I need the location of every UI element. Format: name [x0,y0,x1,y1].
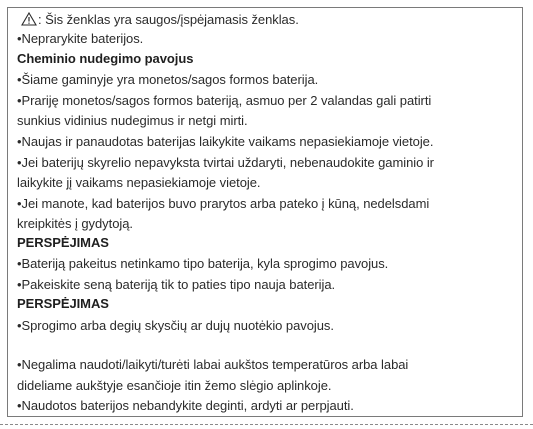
do-not-swallow-line: •Neprarykite baterijos. [17,31,144,46]
warning-line: •Sprogimo arba degių skysčių ar dujų nuotėkio pavojus. [17,318,334,333]
warning-line: •Pakeiskite seną bateriją tik to paties tipo nauja baterija. [17,277,336,292]
warning-symbol-line [17,12,299,30]
chemical-burn-line: •Prariję monetos/sagos formos bateriją, asmuo per 2 valandas gali patirti [17,93,432,108]
chemical-burn-line: kreipkitės į gydytoją. [17,216,133,231]
chemical-burn-line: •Šiame gaminyje yra monetos/sagos formos baterija. [17,72,319,87]
chemical-burn-heading: Cheminio nudegimo pavojus [17,51,194,66]
chemical-burn-line: laikykite jį vaikams nepasiekiamoje vietoje. [17,175,261,190]
warning-triangle-icon [21,12,37,30]
extra-warning-line: dideliame aukštyje esančioje itin žemo slėgio aplinkoje. [17,378,332,393]
warning-line: •Bateriją pakeitus netinkamo tipo baterija, kyla sprogimo pavojus. [17,256,389,271]
chemical-burn-line: •Jei baterijų skyrelio nepavyksta tvirtai uždaryti, nebenaudokite gaminio ir [17,155,434,170]
extra-warning-line: •Naudotos baterijos nebandykite deginti, ardyti ar perpjauti. [17,398,354,413]
chemical-burn-line: sunkius vidinius nudegimus ir netgi mirti. [17,113,248,128]
warning-symbol-text: : Šis ženklas yra saugos/įspėjamasis ženklas. [38,12,299,27]
warning-heading: PERSPĖJIMAS [17,235,109,250]
chemical-burn-line: •Naujas ir panaudotas baterijas laikykite vaikams nepasiekiamoje vietoje. [17,134,434,149]
extra-warning-line: •Negalima naudoti/laikyti/turėti labai aukštos temperatūros arba labai [17,357,409,372]
warning-heading: PERSPĖJIMAS [17,296,109,311]
chemical-burn-line: •Jei manote, kad baterijos buvo prarytos arba pateko į kūną, nedelsdami [17,196,430,211]
